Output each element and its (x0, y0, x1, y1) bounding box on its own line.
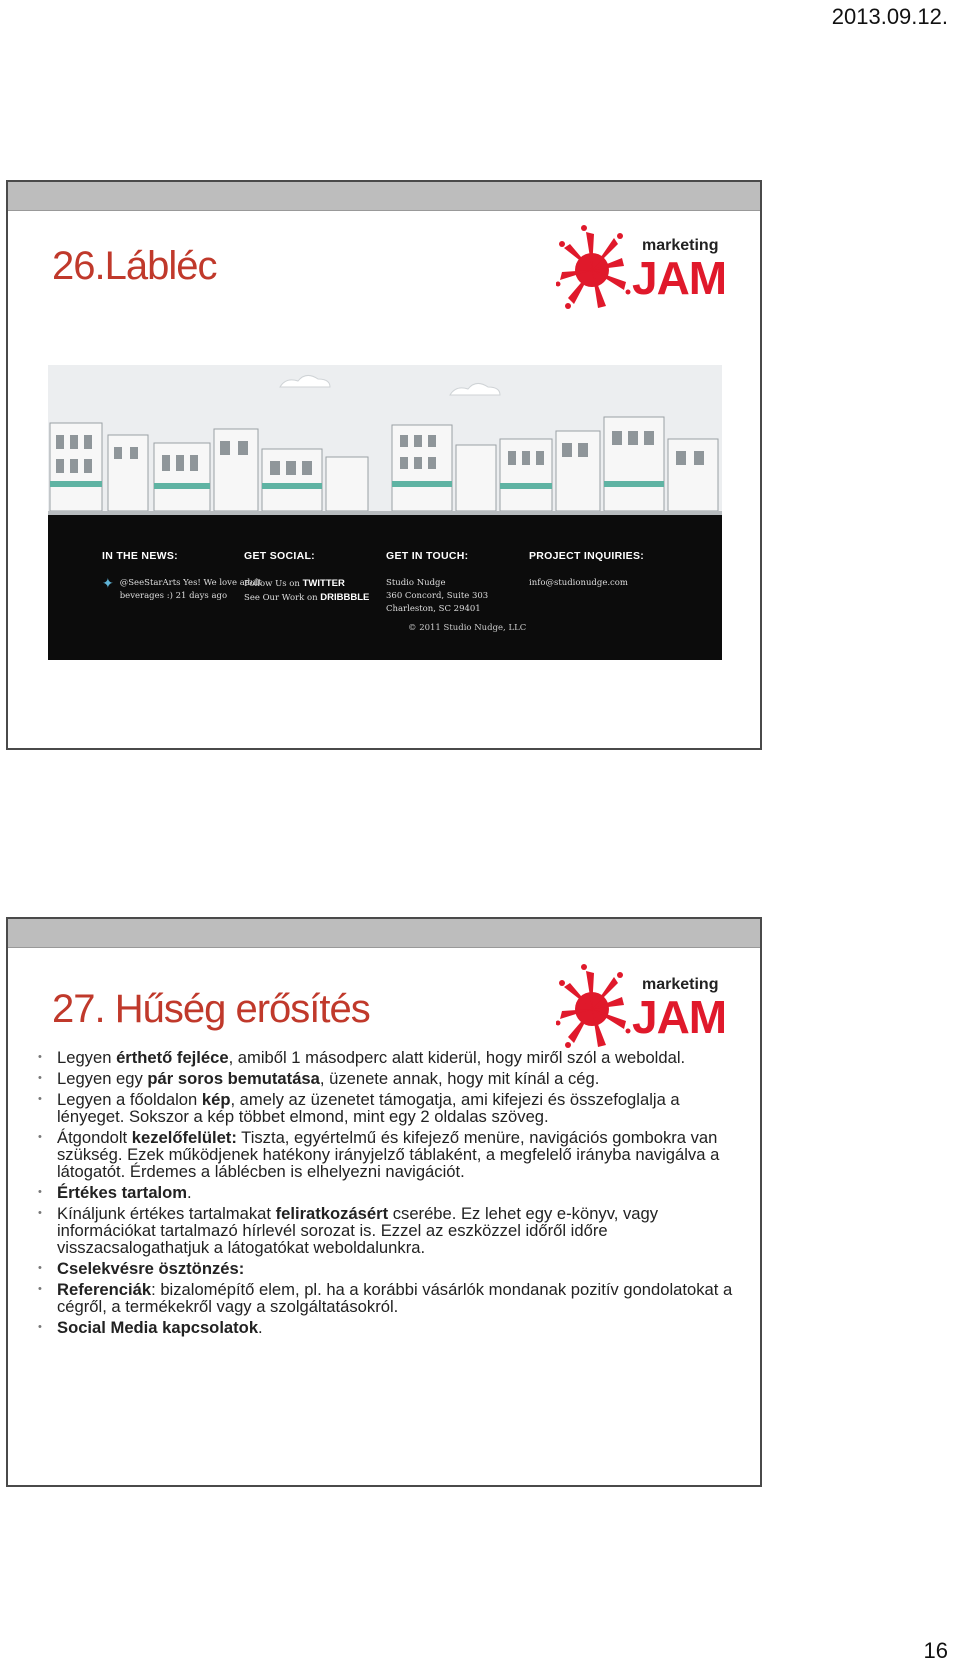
bullet-text: Legyen egy (57, 1069, 148, 1088)
marketing-jam-logo (556, 961, 732, 1051)
slide-top-bar (8, 182, 760, 211)
footer-line: Studio Nudge (386, 578, 446, 588)
bullet-item (34, 1319, 734, 1336)
footer-heading: GET SOCIAL: (244, 550, 315, 562)
footer-example-screenshot (48, 365, 722, 660)
twitter-bird-icon: ✦ (102, 576, 114, 592)
bullet-item (34, 1184, 734, 1201)
bullet-strong-text: pár soros bemutatása (147, 1069, 320, 1088)
footer-heading: IN THE NEWS: (102, 550, 178, 562)
bullet-text: , üzenete annak, hogy mit kínál a cég. (319, 1069, 600, 1088)
footer-line: beverages :) 21 days ago (119, 591, 228, 601)
bullet-text: Átgondolt (57, 1128, 132, 1147)
bullet-strong-text: Social Media kapcsolatok (57, 1318, 259, 1337)
bullet-item (34, 1129, 734, 1180)
bullet-list (34, 1049, 734, 1340)
slide-title: 26.Lábléc (52, 244, 217, 288)
footer-line: 360 Concord, Suite 303 (386, 591, 489, 601)
bullet-item (34, 1091, 734, 1125)
print-date: 2013.09.12. (831, 4, 948, 29)
footer-col-news (102, 550, 262, 603)
bullet-item (34, 1260, 734, 1277)
footer-heading: PROJECT INQUIRIES: (529, 550, 645, 562)
bullet-strong-text: kezelőfelület: (131, 1128, 237, 1147)
bullet-strong-text: Referenciák (57, 1280, 152, 1299)
twitter-link[interactable]: Follow Us on TWITTER (244, 578, 345, 589)
logo-text-jam: JAM (632, 252, 727, 304)
bullet-strong-text: érthető fejléce (116, 1048, 229, 1067)
email-link[interactable]: info@studionudge.com (529, 578, 628, 588)
bullet-strong-text: Értékes tartalom (57, 1183, 188, 1202)
slide-26 (6, 180, 762, 750)
footer-col-inquiries (529, 550, 644, 590)
slide-27 (6, 917, 762, 1487)
dribbble-link[interactable]: See Our Work on DRIBBBLE (244, 592, 370, 603)
bullet-item (34, 1070, 734, 1087)
footer-col-contact (386, 550, 488, 616)
bullet-item (34, 1205, 734, 1256)
footer-copyright: © 2011 Studio Nudge, LLC (408, 623, 527, 633)
bullet-text: cserébe. Ez lehet egy e-könyv, vagy információkat tartalmazó hírlevél sorozat is. Ezzel az eszközzel időről időre visszacsalogathatjuk a látogatókat weboldalunkra. (57, 1204, 659, 1257)
logo-text-marketing: marketing (642, 237, 719, 254)
slide-top-bar (8, 919, 760, 948)
bullet-strong-text: feliratkozásért (275, 1204, 389, 1223)
bullet-text: Tiszta, egyértelmű és kifejező menüre, navigációs gombokra van szükség. Ezek működjenek hatékony irányjelző táblaként, a megfelelő irányba navigálva a látogatót. Érdemes a láblécben is elhelyezni navigációt. (57, 1128, 720, 1181)
bullet-text: Legyen a főoldalon (57, 1090, 202, 1109)
bullet-strong-text: kép (201, 1090, 231, 1109)
marketing-jam-logo (556, 222, 732, 312)
bullet-strong-text: Cselekvésre ösztönzés: (57, 1259, 245, 1278)
footer-line: Charleston, SC 29401 (386, 604, 481, 614)
bullet-text: , amiből 1 másodperc alatt kiderül, hogy miről szól a weboldal. (228, 1048, 686, 1067)
slide-title: 27. Hűség erősítés (52, 987, 370, 1031)
footer-col-social (244, 550, 369, 605)
bullet-text: Legyen (57, 1048, 117, 1067)
bullet-item (34, 1049, 734, 1066)
bullet-text: . (187, 1183, 192, 1202)
footer-heading: GET IN TOUCH: (386, 550, 469, 562)
bullet-text: Kínáljunk értékes tartalmakat (57, 1204, 276, 1223)
logo-text-jam: JAM (632, 991, 727, 1043)
city-skyline-illustration (48, 365, 722, 660)
bullet-text: , amely az üzenetet támogatja, ami kifejezi és összefoglalja a lényeget. Sokszor a kép többet elmond, mint egy 2 oldalas szöveg. (57, 1090, 680, 1126)
page-number: 16 (923, 1638, 948, 1663)
footer-line: @SeeStarArts Yes! We love adult (119, 578, 262, 588)
bullet-text: . (258, 1318, 263, 1337)
logo-text-marketing: marketing (642, 976, 719, 993)
bullet-item (34, 1281, 734, 1315)
bullet-text: : bizalomépítő elem, pl. ha a korábbi vásárlók mondanak pozitív gondolatokat a cégről, a termékekről vagy a szolgáltatásokról. (57, 1280, 733, 1316)
